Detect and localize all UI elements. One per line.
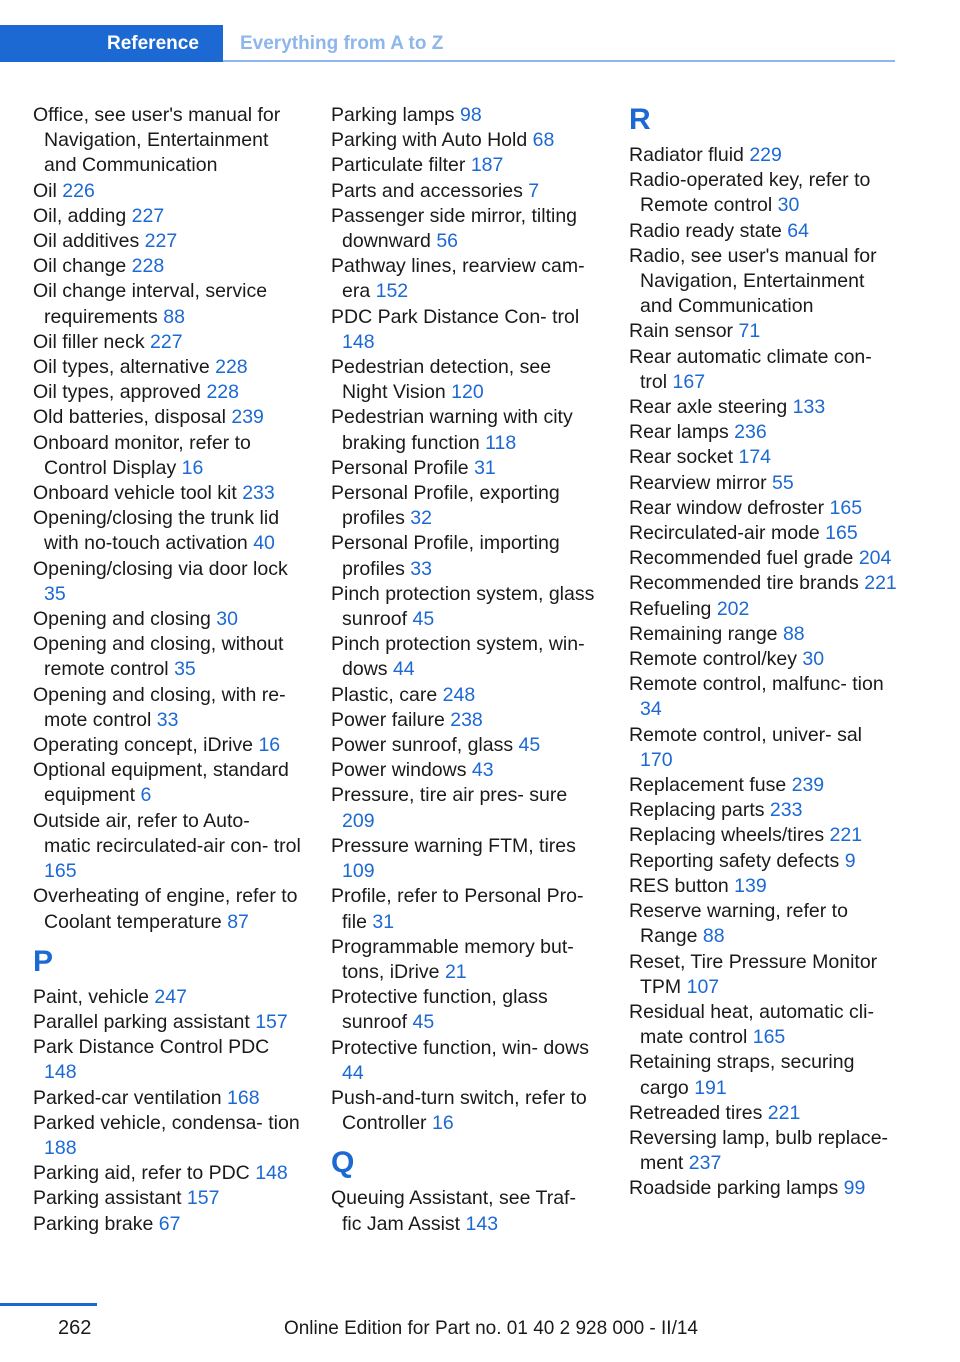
index-page-link[interactable]: 233 (769, 799, 803, 822)
index-entry (629, 445, 897, 470)
index-entry (33, 683, 301, 733)
index-entry-text: Onboard monitor, refer to Control Display (33, 431, 251, 479)
index-page-link[interactable]: 139 (734, 874, 767, 897)
index-entry (629, 1176, 897, 1201)
index-entry-text: Parked vehicle, condensa‐ tion (33, 1111, 300, 1134)
index-entry-text: Rear lamps (629, 421, 729, 444)
index-entry-text: Pressure warning FTM, tires (331, 834, 576, 857)
index-entry (331, 1036, 599, 1086)
index-entry (629, 496, 897, 521)
index-page-link[interactable]: 148 (255, 1162, 288, 1185)
index-page-link[interactable]: 247 (154, 985, 187, 1008)
index-entry-text: Radio-operated key, refer to Remote control (629, 169, 871, 217)
index-page-link[interactable]: 221 (864, 572, 897, 595)
index-page-link[interactable]: 187 (470, 154, 504, 177)
index-page-link[interactable]: 87 (227, 910, 249, 933)
index-page-link[interactable]: 226 (62, 179, 95, 202)
index-entry-text: Pinch protection system, win‐ dows (331, 633, 585, 681)
index-entry (629, 244, 897, 320)
index-page-link[interactable]: 228 (206, 381, 239, 404)
index-entry (33, 1161, 301, 1186)
index-entry (629, 571, 897, 596)
index-entry-text: Parked-car ventilation (33, 1086, 222, 1109)
index-entry (331, 632, 599, 682)
index-entry-text: Pinch protection system, glass sunroof (331, 582, 595, 631)
index-entry (629, 345, 897, 395)
index-entry (629, 1126, 897, 1176)
index-page-link[interactable]: 21 (444, 960, 467, 983)
index-entry (331, 456, 599, 481)
index-entry-text: Oil filler neck (33, 330, 145, 353)
index-page-link[interactable]: 35 (44, 582, 66, 605)
index-entry-text: Oil change interval, service requirements (33, 280, 268, 328)
index-entry (331, 1186, 599, 1236)
index-entry-text: Park Distance Control PDC (33, 1036, 270, 1059)
index-page-link[interactable]: 165 (825, 522, 858, 545)
index-entry (331, 834, 599, 884)
index-entry (629, 168, 897, 218)
index-page-link[interactable]: 120 (451, 381, 484, 404)
index-page-link[interactable]: 227 (131, 204, 165, 227)
index-page-link[interactable]: 44 (342, 1061, 364, 1084)
index-entry (33, 1035, 301, 1085)
index-page-link[interactable]: 16 (431, 1112, 454, 1135)
index-entry-text: Remote control, univer‐ sal (629, 723, 863, 746)
index-entry (33, 355, 301, 380)
index-page-link[interactable]: 209 (342, 809, 375, 832)
index-entry (629, 823, 897, 848)
index-entry (629, 395, 897, 420)
index-entry-text: Opening and closing, with re‐ mote control (33, 683, 286, 731)
index-page-link[interactable]: 228 (215, 356, 248, 379)
index-entry (629, 647, 897, 672)
index-entry-text: Queuing Assistant, see Traf‐ fic Jam Assist (331, 1187, 576, 1235)
index-entry-text: Outside air, refer to Auto‐ matic recirculated-air con‐ trol (33, 809, 301, 857)
index-entry (331, 153, 599, 178)
index-page-link[interactable]: 236 (734, 421, 767, 444)
index-column-3 (629, 103, 897, 1202)
index-page-link[interactable]: 107 (686, 975, 720, 998)
index-entry-text: Opening and closing (33, 608, 211, 631)
index-entry (33, 506, 301, 556)
index-entry-text: Roadside parking lamps (629, 1177, 839, 1200)
index-entry-text: PDC Park Distance Con‐ trol (331, 305, 580, 328)
index-page-link[interactable]: 233 (242, 482, 275, 505)
index-page-link[interactable]: 227 (150, 330, 183, 353)
index-entry (629, 874, 897, 899)
index-entry-text: Recommended fuel grade (629, 547, 854, 570)
index-letter-heading: Q (331, 1146, 355, 1180)
index-entry (629, 899, 897, 949)
index-page-link[interactable]: 238 (450, 708, 483, 731)
index-entry (331, 683, 599, 708)
index-entry (33, 1186, 301, 1211)
index-page-link[interactable]: 16 (181, 456, 204, 479)
index-entry-text: Parallel parking assistant (33, 1010, 250, 1033)
index-page-link[interactable]: 202 (716, 597, 750, 620)
index-entry-text: Radiator fluid (629, 144, 744, 166)
index-entry (33, 279, 301, 329)
index-entry (629, 1050, 897, 1100)
index-entry (33, 1010, 301, 1035)
index-entry-text: Power sunroof, glass (331, 734, 514, 757)
index-entry (331, 884, 599, 934)
index-entry-text: Oil types, alternative (33, 356, 210, 379)
index-page-link[interactable]: 227 (144, 230, 178, 253)
index-page-link[interactable]: 45 (518, 734, 541, 757)
index-entry-text: Protective function, win‐ dows (331, 1036, 589, 1059)
index-entry (629, 471, 897, 496)
index-page-link[interactable]: 64 (787, 219, 809, 242)
index-page-link[interactable]: 148 (44, 1061, 77, 1084)
subsection-title[interactable]: Everything from A to Z (240, 33, 444, 54)
index-entry-text: Rain sensor (629, 320, 734, 343)
index-entry (629, 622, 897, 647)
index-entry (33, 254, 301, 279)
index-entry-text: Optional equipment, standard equipment (33, 759, 289, 807)
index-entry-text: Old batteries, disposal (33, 406, 226, 429)
edition-note: Online Edition for Part no. 01 40 2 928 000 - II/14 (283, 1318, 698, 1339)
index-entry (33, 1212, 301, 1237)
index-page-link[interactable]: 45 (412, 608, 435, 631)
index-page-link[interactable]: 98 (459, 104, 482, 126)
index-entry-text: Parking brake (33, 1212, 154, 1235)
index-entry-text: Personal Profile (331, 456, 469, 479)
index-entry-text: Parking aid, refer to PDC (33, 1162, 250, 1185)
index-entry-text: Paint, vehicle (33, 985, 149, 1008)
index-page-link[interactable]: 143 (465, 1212, 499, 1235)
index-entry-text: Opening and closing, without remote control (33, 633, 284, 681)
index-page-link[interactable]: 88 (782, 622, 805, 645)
index-entry-text: Opening/closing via door lock (33, 557, 288, 580)
index-entry (331, 708, 599, 733)
index-page-link[interactable]: 168 (227, 1086, 260, 1109)
index-entry (331, 758, 599, 783)
index-page-link[interactable]: 32 (410, 507, 432, 530)
index-entry-text: Retaining straps, securing cargo (629, 1051, 855, 1099)
index-page-link[interactable]: 133 (792, 396, 826, 419)
index-entry (629, 143, 897, 168)
index-entry-text: Replacement fuse (629, 774, 787, 797)
index-page-link[interactable]: 33 (156, 708, 179, 731)
index-entry (331, 204, 599, 254)
index-entry-text: Plastic, care (331, 683, 438, 706)
index-page-link[interactable]: 31 (372, 910, 395, 933)
index-page-link[interactable]: 157 (186, 1187, 220, 1210)
index-page-link[interactable]: 152 (375, 280, 409, 303)
index-letter-heading: R (629, 103, 651, 136)
index-entry-text: Oil, adding (33, 204, 127, 227)
index-entry (33, 103, 301, 179)
index-page-link[interactable]: 30 (802, 648, 825, 671)
index-page-link[interactable]: 88 (702, 925, 725, 948)
index-page-link[interactable]: 71 (738, 320, 761, 343)
index-page-link[interactable]: 56 (436, 230, 459, 253)
index-entry-text: Residual heat, automatic cli‐ mate control (629, 1000, 874, 1049)
index-page-link[interactable]: 9 (844, 849, 856, 872)
index-entry-text: Personal Profile, exporting profiles (331, 482, 560, 530)
index-page-link[interactable]: 68 (532, 129, 555, 152)
index-page-link[interactable]: 118 (485, 431, 517, 454)
index-entry-text: Remaining range (629, 622, 778, 645)
index-page-link[interactable]: 165 (752, 1026, 786, 1049)
index-entry-text: Remote control, malfunc‐ tion (629, 673, 884, 696)
index-entry (629, 849, 897, 874)
index-entry-text: RES button (629, 874, 729, 897)
index-entry (331, 935, 599, 985)
index-entry (33, 733, 301, 758)
index-page-link[interactable]: 221 (829, 824, 863, 847)
index-entry (629, 219, 897, 244)
index-entry (33, 481, 301, 506)
index-entry (33, 330, 301, 355)
index-entry-text: Programmable memory but‐ tons, iDrive (331, 935, 574, 983)
index-entry (331, 254, 599, 304)
index-entry-text: Office, see user's manual for Navigation, Entertainment and Communication (33, 104, 281, 177)
index-entry-text: Pressure, tire air pres‐ sure (331, 784, 568, 807)
index-page-link[interactable]: 6 (140, 784, 152, 807)
index-entry-text: Reserve warning, refer to Range (629, 900, 848, 948)
index-page-link[interactable]: 170 (640, 748, 673, 771)
index-entry (629, 319, 897, 344)
index-entry-text: Parking assistant (33, 1187, 182, 1210)
index-entry (33, 1086, 301, 1111)
index-entry (331, 103, 599, 128)
page-number: 262 (58, 1317, 92, 1339)
index-entry-text: Power windows (331, 759, 467, 782)
index-entry (629, 597, 897, 622)
index-entry-text: Retreaded tires (629, 1101, 763, 1124)
index-column-1 (33, 103, 301, 1237)
index-entry (629, 950, 897, 1000)
index-entry-text: Pedestrian warning with city braking function (331, 406, 573, 454)
index-entry-text: Remote control/key (629, 648, 797, 671)
index-entry-text: Radio ready state (629, 219, 782, 242)
index-column-2 (331, 103, 599, 1237)
index-entry (33, 758, 301, 808)
index-page-link[interactable]: 237 (688, 1152, 722, 1175)
index-entry (629, 798, 897, 823)
index-entry-text: Rear socket (629, 446, 734, 469)
index-entry-text: Refueling (629, 597, 712, 620)
index-page-link[interactable]: 157 (255, 1010, 288, 1033)
index-page-link[interactable]: 229 (749, 144, 782, 166)
index-entry-text: Rearview mirror (629, 471, 767, 494)
index-page-link[interactable]: 67 (158, 1212, 181, 1235)
index-entry-text: Reporting safety defects (629, 849, 840, 872)
index-entry-text: Profile, refer to Personal Pro‐ file (331, 885, 584, 933)
index-entry (629, 546, 897, 571)
section-tab[interactable]: Reference (0, 25, 223, 62)
index-entry-text: Reversing lamp, bulb replace‐ ment (629, 1126, 889, 1175)
index-entry-text: Passenger side mirror, tilting downward (331, 204, 578, 253)
index-entry-text: Rear axle steering (629, 396, 788, 419)
index-entry (33, 809, 301, 885)
index-page-link[interactable]: 191 (694, 1076, 727, 1099)
index-entry (331, 305, 599, 355)
index-entry (33, 985, 301, 1010)
index-entry-text: Recommended tire brands (629, 572, 859, 595)
index-page-link[interactable]: 188 (44, 1136, 77, 1159)
index-entry (33, 179, 301, 204)
index-entry-text: Protective function, glass sunroof (331, 986, 548, 1034)
index-entry (629, 420, 897, 445)
index-entry-text: Oil types, approved (33, 381, 202, 404)
index-page-link[interactable]: 45 (412, 1011, 435, 1034)
index-page-link[interactable]: 31 (474, 456, 496, 479)
index-entry-text: Push-and-turn switch, refer to Controller (331, 1086, 587, 1135)
index-page-link[interactable]: 228 (131, 255, 165, 278)
index-entry-text: Reset, Tire Pressure Monitor TPM (629, 950, 878, 998)
index-entry (331, 405, 599, 455)
index-entry-text: Parking lamps (331, 104, 455, 126)
index-page-link[interactable]: 7 (528, 179, 540, 202)
index-entry (331, 733, 599, 758)
index-page-link[interactable]: 239 (791, 774, 825, 797)
index-entry (33, 1111, 301, 1161)
index-entry-text: Overheating of engine, refer to Coolant temperature (33, 885, 298, 933)
index-entry (331, 481, 599, 531)
index-entry-text: Replacing parts (629, 799, 765, 822)
index-page-link[interactable]: 44 (392, 658, 415, 681)
index-entry-text: Replacing wheels/tires (629, 824, 825, 847)
index-entry (629, 773, 897, 798)
index-entry-text: Parts and accessories (331, 179, 523, 202)
index-page-link[interactable]: 109 (342, 860, 375, 883)
index-page-link[interactable]: 30 (216, 608, 238, 631)
index-entry (33, 229, 301, 254)
index-entry (629, 723, 897, 773)
index-entry (331, 985, 599, 1035)
index-entry-text: Pathway lines, rearview cam‐ era (331, 255, 585, 303)
index-entry (629, 672, 897, 722)
index-entry (33, 405, 301, 430)
index-entry (331, 783, 599, 833)
header-rule (223, 60, 895, 62)
index-entry-text: Pedestrian detection, see Night Vision (331, 356, 552, 404)
index-page-link[interactable]: 99 (843, 1177, 866, 1200)
index-entry (33, 204, 301, 229)
index-page-link[interactable]: 204 (858, 547, 892, 570)
index-entry-text: Radio, see user's manual for Navigation, Entertainment and Communication (629, 244, 877, 318)
index-entry-text: Onboard vehicle tool kit (33, 482, 237, 505)
index-entry-text: Particulate filter (331, 154, 466, 177)
index-entry (331, 531, 599, 581)
index-entry (331, 355, 599, 405)
index-entry (33, 557, 301, 607)
index-page-link[interactable]: 55 (772, 471, 794, 494)
index-entry (33, 380, 301, 405)
index-page-link[interactable]: 33 (410, 557, 432, 580)
index-page-link[interactable]: 165 (829, 496, 863, 519)
index-entry (331, 128, 599, 153)
index-page-link[interactable]: 34 (640, 698, 662, 721)
index-page-link[interactable]: 40 (253, 532, 275, 555)
index-page-link[interactable]: 30 (777, 194, 800, 217)
index-page-link[interactable]: 248 (442, 683, 476, 706)
footer-rule (0, 1303, 97, 1306)
index-page-link[interactable]: 16 (258, 734, 281, 757)
index-page-link[interactable]: 88 (163, 305, 185, 328)
index-page-link[interactable]: 221 (767, 1101, 801, 1124)
index-page-link[interactable]: 239 (231, 406, 264, 429)
index-page-link[interactable]: 148 (342, 330, 375, 353)
index-entry (33, 632, 301, 682)
index-page-link[interactable]: 35 (174, 658, 196, 681)
index-entry-text: Opening/closing the trunk lid with no-touch activation (33, 507, 280, 555)
index-entry-text: Rear window defroster (629, 496, 825, 519)
index-entry-text: Personal Profile, importing profiles (331, 532, 560, 580)
index-entry-text: Parking with Auto Hold (331, 129, 528, 152)
index-page-link[interactable]: 174 (738, 446, 772, 469)
page-header (0, 25, 895, 62)
index-entry (33, 431, 301, 481)
index-page-link[interactable]: 43 (471, 759, 494, 782)
index-entry-text: Rear automatic climate con‐ trol (629, 345, 872, 393)
index-entry-text: Recirculated-air mode (629, 522, 820, 545)
index-entry-text: Operating concept, iDrive (33, 734, 254, 757)
index-page-link[interactable]: 167 (672, 370, 706, 393)
index-entry (331, 179, 599, 204)
index-entry (33, 607, 301, 632)
index-entry-text: Oil additives (33, 230, 140, 253)
index-letter-heading: P (33, 944, 54, 978)
index-entry (629, 521, 897, 546)
index-entry (331, 582, 599, 632)
index-page-link[interactable]: 165 (44, 860, 77, 883)
index-entry (629, 1101, 897, 1126)
index-entry-text: Oil (33, 179, 57, 202)
index-entry-text: Oil change (33, 255, 127, 278)
index-entry (629, 1000, 897, 1050)
index-entry (331, 1086, 599, 1136)
index-entry (33, 884, 301, 934)
index-entry-text: Power failure (331, 708, 445, 731)
